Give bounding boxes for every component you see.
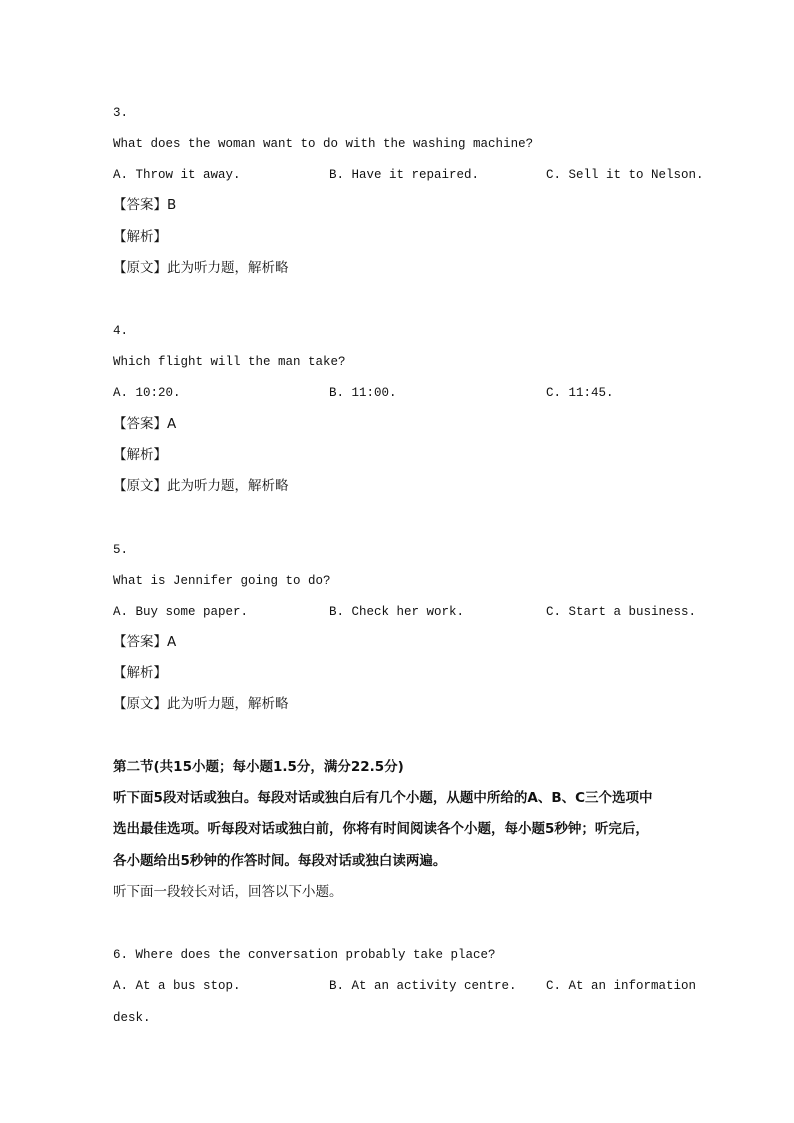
question-5-text: What is Jennifer going to do?: [113, 574, 331, 588]
question-3-option-b: B. Have it repaired.: [329, 168, 480, 182]
question-4-original: 【原文】此为听力题，解析略: [113, 478, 289, 494]
question-4-answer: 【答案】A: [113, 416, 177, 432]
section-2-instructions-line-1: 听下面5段对话或独白。每段对话或独白后有几个小题，从题中所给的A、B、C三个选项中: [113, 790, 653, 806]
question-5-option-c: C. Start a business.: [546, 605, 697, 619]
question-4-analysis: 【解析】: [113, 447, 167, 463]
question-3-option-a: A. Throw it away.: [113, 168, 241, 182]
question-5-analysis: 【解析】: [113, 665, 167, 681]
question-3-options: [0, 167, 794, 183]
question-4-option-a: A. 10:20.: [113, 386, 181, 400]
question-4-options: [0, 385, 794, 401]
question-6-option-b: B. At an activity centre.: [329, 979, 517, 993]
section-2-heading: 第二节(共15小题；每小题1.5分，满分22.5分): [113, 759, 404, 775]
question-6-text: 6. Where does the conversation probably take place?: [113, 948, 496, 962]
question-6-option-a: A. At a bus stop.: [113, 979, 241, 993]
question-3-answer: 【答案】B: [113, 197, 177, 213]
question-3-option-c: C. Sell it to Nelson.: [546, 168, 704, 182]
question-5-original: 【原文】此为听力题，解析略: [113, 696, 289, 712]
question-4-option-c: C. 11:45.: [546, 386, 614, 400]
question-3-original: 【原文】此为听力题，解析略: [113, 260, 289, 276]
question-5-options: [0, 604, 794, 620]
question-3-analysis: 【解析】: [113, 229, 167, 245]
question-4-option-b: B. 11:00.: [329, 386, 397, 400]
question-6-option-c: C. At an information: [546, 979, 697, 993]
question-3-number: 3.: [113, 106, 129, 120]
question-3-text: What does the woman want to do with the washing machine?: [113, 137, 534, 151]
question-6-options: [0, 978, 794, 994]
section-2-instructions-line-2: 选出最佳选项。听每段对话或独白前，你将有时间阅读各个小题，每小题5秒钟；听完后，: [113, 821, 649, 837]
question-5-option-b: B. Check her work.: [329, 605, 465, 619]
section-2-instructions-line-3: 各小题给出5秒钟的作答时间。每段对话或独白读两遍。: [113, 853, 447, 869]
question-4-text: Which flight will the man take?: [113, 355, 346, 369]
question-4-number: 4.: [113, 324, 129, 338]
question-5-option-a: A. Buy some paper.: [113, 605, 249, 619]
question-5-number: 5.: [113, 543, 129, 557]
section-2-intro: 听下面一段较长对话，回答以下小题。: [113, 884, 343, 900]
question-5-answer: 【答案】A: [113, 634, 177, 650]
question-6-option-c-continued: desk.: [113, 1011, 151, 1025]
